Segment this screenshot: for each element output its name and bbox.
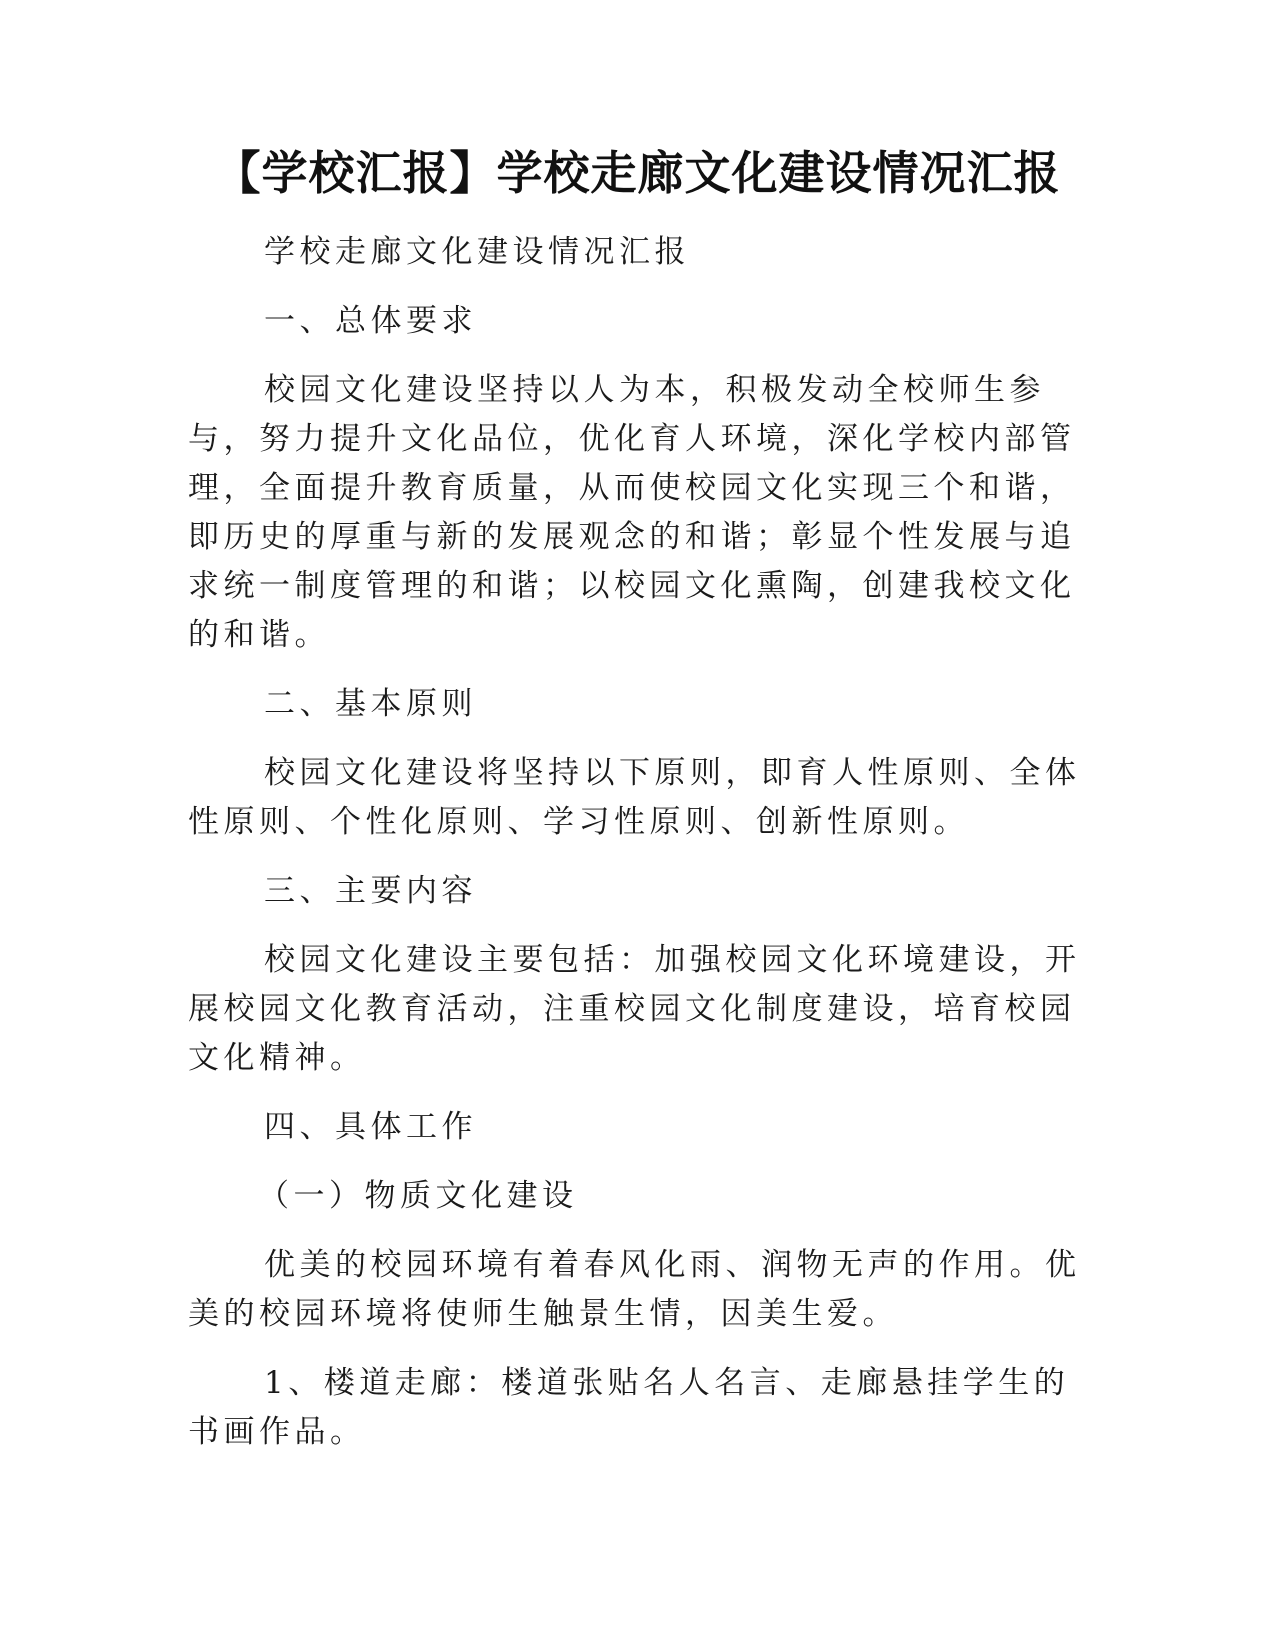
section-paragraph-general-requirements: 校园文化建设坚持以人为本，积极发动全校师生参与，努力提升文化品位，优化育人环境，深化学校内部管理，全面提升教育质量，从而使校园文化实现三个和谐，即历史的厚重与新的发展观念的和谐；彰显个性发展与追求统一制度管理的和谐；以校园文化熏陶，创建我校文化的和谐。 bbox=[188, 372, 1076, 653]
section-heading-basic-principles: 二、基本原则 bbox=[264, 686, 477, 722]
section-paragraph-material-culture: 优美的校园环境有着春风化雨、润物无声的作用。优美的校园环境将使师生触景生情，因美生爱。 bbox=[188, 1247, 1081, 1332]
section-heading-general-requirements: 一、总体要求 bbox=[264, 303, 477, 339]
section-paragraph-main-content: 校园文化建设主要包括：加强校园文化环境建设，开展校园文化教育活动，注重校园文化制度建设，培育校园文化精神。 bbox=[188, 942, 1081, 1076]
document-title: 【学校汇报】学校走廊文化建设情况汇报 bbox=[214, 146, 1061, 200]
section-subheading-material-culture: （一）物质文化建设 bbox=[258, 1178, 578, 1214]
document-body bbox=[188, 228, 1088, 1477]
section-heading-specific-work: 四、具体工作 bbox=[264, 1109, 477, 1145]
section-paragraph-basic-principles: 校园文化建设将坚持以下原则，即育人性原则、全体性原则、个性化原则、学习性原则、创新性原则。 bbox=[188, 755, 1081, 840]
section-heading-main-content: 三、主要内容 bbox=[264, 873, 477, 909]
list-item-corridor: 1、楼道走廊：楼道张贴名人名言、走廊悬挂学生的书画作品。 bbox=[188, 1365, 1070, 1450]
document-subtitle: 学校走廊文化建设情况汇报 bbox=[264, 234, 690, 270]
